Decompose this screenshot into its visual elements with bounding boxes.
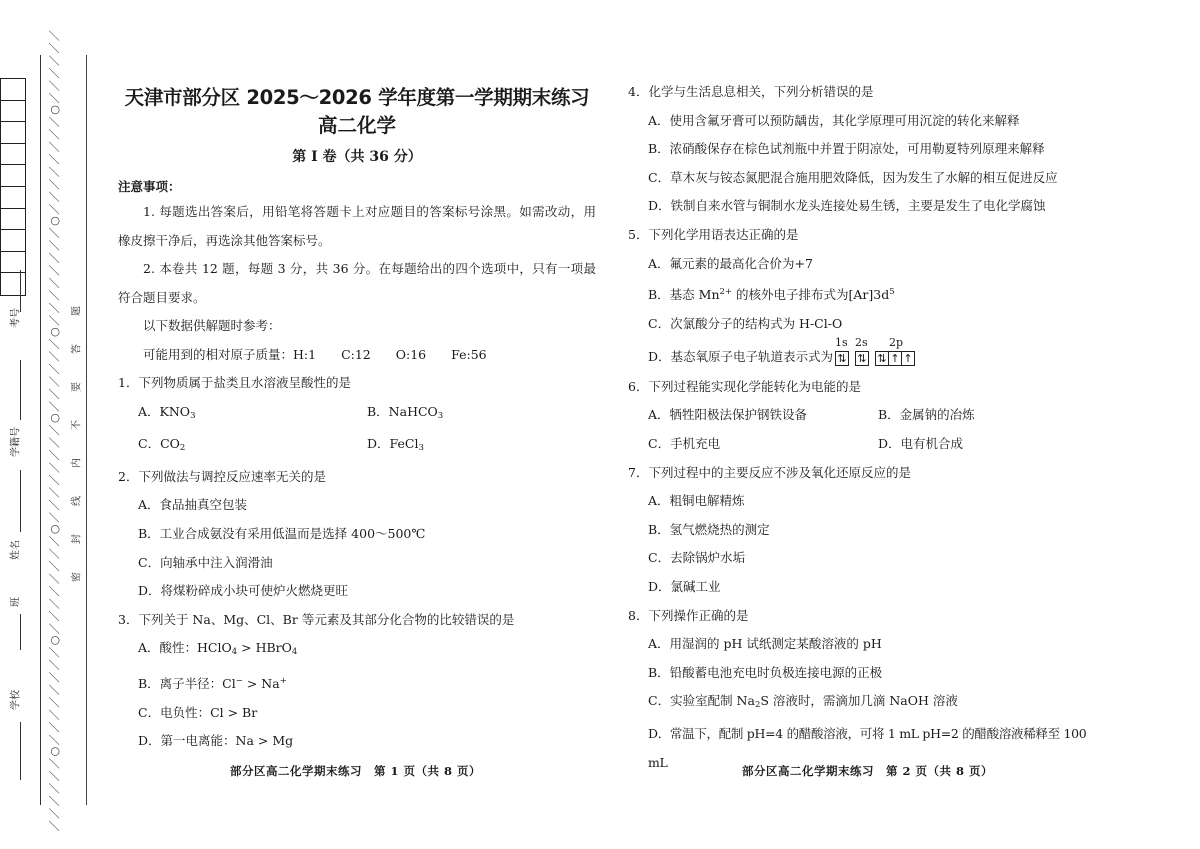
- question-3-option-a[interactable]: A．酸性：HClO$_4$ > HBrO$_4$: [138, 640, 298, 658]
- question-1-option-d[interactable]: D．FeCl$_3$: [367, 436, 424, 454]
- question-6-option-b[interactable]: B．金属钠的冶炼: [878, 407, 975, 423]
- notice-item-2: 2. 本卷共 12 题，每题 3 分，共 36 分。在每题给出的四个选项中，只有一项最符合题目要求。: [118, 261, 596, 305]
- orbital-label: 2s: [855, 336, 868, 350]
- exam-number-box[interactable]: [1, 79, 25, 101]
- question-4-option-b[interactable]: B．浓硝酸保存在棕色试剂瓶中并置于阴凉处，可用勒夏特列原理来解释: [648, 141, 1045, 157]
- seal-line: [43, 28, 65, 832]
- name-label: 姓名: [10, 540, 22, 560]
- class-label: 班: [10, 597, 22, 607]
- question-2-option-d[interactable]: D．将煤粉碎成小块可使炉火燃烧更旺: [138, 583, 349, 599]
- question-2-option-b[interactable]: B．工业合成氨没有采用低温而是选择 400～500℃: [138, 525, 426, 541]
- right-page-column: [628, 78, 1108, 777]
- seal-warning: [66, 200, 84, 660]
- orbital-label: 2p: [889, 336, 904, 350]
- question-1-options-row-1: [118, 398, 596, 431]
- question-1-option-c[interactable]: C．$CO_2$: [138, 436, 186, 454]
- question-6-option-a[interactable]: A．牺牲阳极法保护钢铁设备: [648, 407, 808, 423]
- exam-number-box[interactable]: [1, 101, 25, 123]
- question-4-option-c[interactable]: C．草木灰与铵态氮肥混合施用肥效降低，因为发生了水解的相互促进反应: [648, 169, 1058, 185]
- notice-heading: 注意事项：: [118, 179, 181, 194]
- question-6-option-d[interactable]: D．电有机合成: [878, 436, 964, 452]
- school-field[interactable]: [0, 660, 28, 780]
- question-3-option-d[interactable]: D．第一电离能：Na > Mg: [138, 733, 294, 749]
- orbital-box: ⇅: [875, 351, 889, 366]
- margin-rule: [86, 55, 87, 805]
- reference-note: 以下数据供解题时参考：: [143, 318, 281, 333]
- exam-no-label: 考号: [10, 308, 22, 328]
- question-4-stem: 4．化学与生活息息相关，下列分析错误的是: [628, 84, 874, 99]
- question-8-option-b[interactable]: B．铅酸蓄电池充电时负极连接电源的正极: [648, 664, 883, 680]
- question-8-stem: 8．下列操作正确的是: [628, 607, 749, 623]
- question-1-options-row-2: [118, 430, 596, 463]
- part-heading: 第 Ⅰ 卷（共 36 分）: [292, 149, 422, 165]
- student-no-field[interactable]: [0, 360, 28, 460]
- binding-strip: [0, 0, 92, 849]
- question-8-option-d[interactable]: D．常温下，配制 pH=4 的醋酸溶液，可将 1 mL pH=2 的醋酸溶液稀释至 100 mL: [648, 725, 1087, 770]
- cut-line: [40, 55, 41, 805]
- exam-title: 天津市部分区 2025～2026 学年度第一学期期末练习: [124, 86, 590, 109]
- question-5-option-a[interactable]: A．氟元素的最高化合价为+7: [648, 255, 813, 271]
- question-7-option-d[interactable]: D．氯碱工业: [648, 579, 721, 594]
- orbital-diagram: [835, 336, 915, 373]
- exam-number-box[interactable]: [1, 122, 25, 144]
- question-2-option-c[interactable]: C．向轴承中注入润滑油: [138, 554, 273, 570]
- atomic-masses: 可能用到的相对原子质量：H:1 C:12 O:16 Fe:56: [143, 346, 487, 362]
- question-6-stem: 6．下列过程能实现化学能转化为电能的是: [628, 378, 861, 394]
- question-3-option-c[interactable]: C．电负性：Cl > Br: [138, 704, 258, 720]
- exam-number-box[interactable]: [1, 144, 25, 166]
- orbital-subshell-2s: [855, 336, 869, 366]
- exam-number-box[interactable]: [1, 187, 25, 209]
- question-5-stem: 5．下列化学用语表达正确的是: [628, 226, 799, 242]
- question-4-option-d[interactable]: D．铁制自来水管与铜制水龙头连接处易生锈，主要是发生了电化学腐蚀: [648, 198, 1046, 214]
- question-8-option-a[interactable]: A．用湿润的 pH 试纸测定某酸溶液的 pH: [648, 636, 882, 652]
- orbital-box: ↑: [888, 351, 902, 366]
- question-6-options-row-2: [628, 430, 1108, 459]
- question-5-option-c[interactable]: C．次氯酸分子的结构式为 H-Cl-O: [648, 315, 843, 331]
- orbital-label: 1s: [835, 336, 848, 350]
- notice-item-1: 1. 每题选出答案后，用铅笔将答题卡上对应题目的答案标号涂黑。如需改动，用橡皮擦干净后，再选涂其他答案标号。: [118, 204, 596, 248]
- orbital-boxes: [835, 336, 915, 366]
- seal-warning-text: 密封线内不要答题: [71, 278, 83, 582]
- school-label: 学校: [10, 690, 22, 710]
- orbital-subshell-1s: [835, 336, 849, 366]
- question-8-option-c[interactable]: C．实验室配制 $Na_2S$ 溶液时，需滴加几滴 NaOH 溶液: [648, 693, 958, 711]
- question-7-stem: 7．下列过程中的主要反应不涉及氧化还原反应的是: [628, 464, 911, 480]
- question-1-stem: 1．下列物质属于盐类且水溶液呈酸性的是: [118, 375, 351, 390]
- question-7-option-b[interactable]: B．氢气燃烧热的测定: [648, 521, 770, 537]
- page-1-footer: 部分区高二化学期末练习 第 1 页（共 8 页）: [230, 764, 482, 778]
- question-2-stem: 2．下列做法与调控反应速率无关的是: [118, 468, 326, 484]
- seal-line-text: ／／／／／／○／／／／／／／／○／／／／／／／／○／／／／／／／／○／／／／／／○／／／／／／／／○／／／／／／／／○／／／／／／: [48, 28, 61, 832]
- exam-number-box[interactable]: [1, 230, 25, 252]
- exam-number-grid: [0, 78, 26, 296]
- question-6-options-row-1: [628, 401, 1108, 430]
- question-1-option-a[interactable]: A．$KNO_3$: [138, 403, 196, 421]
- question-6-option-c[interactable]: C．手机充电: [648, 436, 721, 452]
- student-info-fields: [0, 270, 28, 800]
- orbital-box: ↑: [901, 351, 915, 366]
- question-7-option-a[interactable]: A．粗铜电解精炼: [648, 493, 745, 509]
- question-1-option-b[interactable]: B．NaHCO$_3$: [367, 403, 444, 421]
- exam-number-box[interactable]: [1, 209, 25, 231]
- question-5-option-b[interactable]: B．基态 $Mn^{2+}$ 的核外电子排布式为$[Ar]3d^5$: [648, 287, 895, 303]
- exam-number-box[interactable]: [1, 165, 25, 187]
- exam-subject: 高二化学: [317, 114, 396, 137]
- question-2-option-a[interactable]: A．食品抽真空包装: [138, 497, 248, 513]
- name-field[interactable]: [0, 470, 28, 570]
- exam-no-field[interactable]: [0, 270, 28, 350]
- question-3-stem: 3．下列关于 Na、Mg、Cl、Br 等元素及其部分化合物的比较错误的是: [118, 611, 515, 627]
- question-4-option-a[interactable]: A．使用含氟牙膏可以预防龋齿，其化学原理可用沉淀的转化来解释: [648, 112, 1020, 128]
- class-field[interactable]: [0, 580, 28, 650]
- question-7-option-c[interactable]: C．去除锅炉水垢: [648, 550, 746, 566]
- left-page-column: [118, 84, 596, 756]
- question-3-option-b[interactable]: B．离子半径：Cl− > Na+: [138, 675, 287, 691]
- orbital-subshell-2p: [875, 336, 915, 366]
- orbital-box: ⇅: [855, 351, 869, 366]
- question-5-option-d[interactable]: D．基态氧原子电子轨道表示式为 ⇅ 1s ⇅ 2s ⇅ ↑ ↑ 2p: [628, 338, 1108, 373]
- orbital-box: ⇅: [835, 351, 849, 366]
- student-no-label: 学籍号: [10, 427, 22, 457]
- page-2-footer: 部分区高二化学期末练习 第 2 页（共 8 页）: [742, 764, 994, 778]
